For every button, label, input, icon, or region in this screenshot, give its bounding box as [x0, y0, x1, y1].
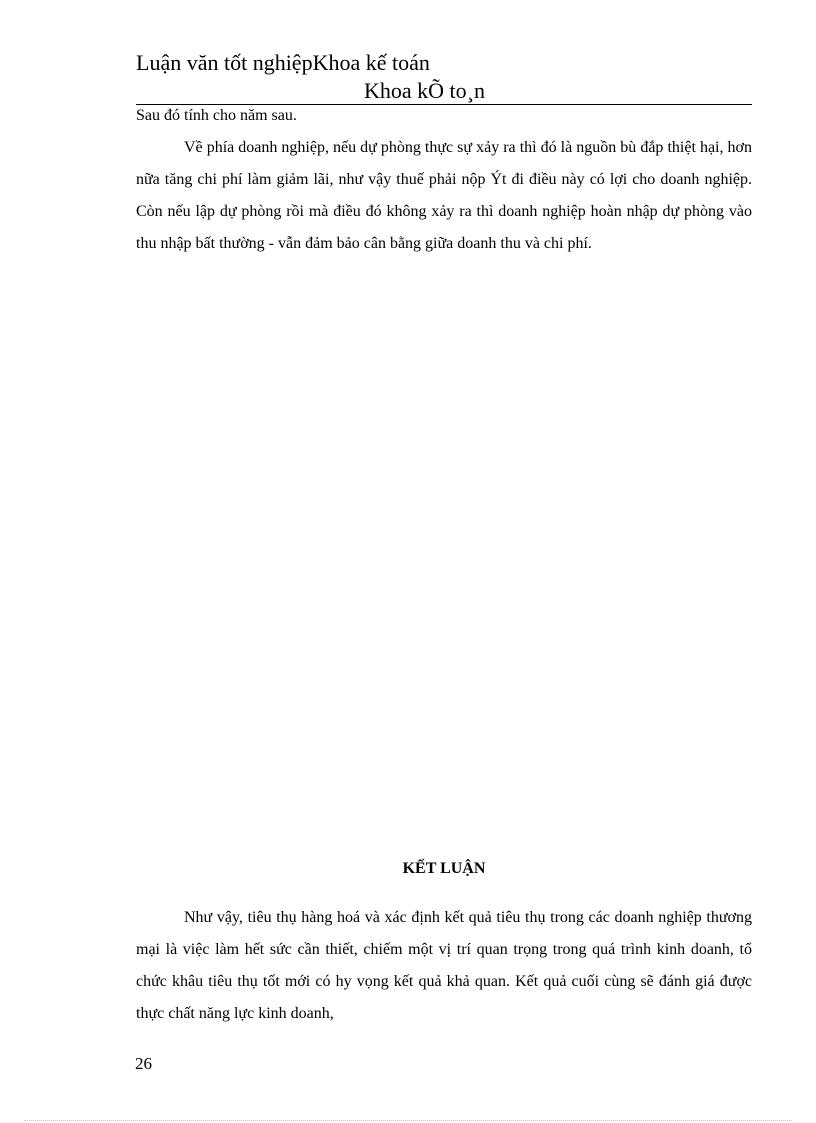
body-section [136, 100, 752, 260]
page-number: 26 [135, 1054, 152, 1073]
paragraph-next-year: Sau đó tính cho năm sau. [136, 107, 297, 124]
paragraph-provision-effect: Về phía doanh nghiệp, nếu dự phòng thực sự xảy ra thì đó là nguồn bù đắp thiệt hại, hơn nữa tăng chi phí làm giảm lãi, như vậy thuế phải nộp Ýt đi điều này có lợi cho doanh nghiệp. Còn nếu lập dự phòng rồi mà điều đó không xảy ra thì doanh nghiệp hoàn nhập dự phòng vào thu nhập bất thường - vẫn đảm bảo cân bằng giữa doanh thu và chi phí. [136, 139, 752, 252]
conclusion-heading: KẾT LUẬN [402, 860, 486, 877]
conclusion-section [136, 902, 752, 1030]
running-header-subtitle: Khoa kÕ to¸n [364, 78, 485, 103]
page-bottom-dotted-divider [24, 1120, 792, 1121]
paragraph-conclusion: Như vậy, tiêu thụ hàng hoá và xác định kết quả tiêu thụ trong các doanh nghiệp thương mại là việc làm hết sức cần thiết, chiếm một vị trí quan trọng trong quá trình kinh doanh, tổ chức khâu tiêu thụ tốt mới có hy vọng kết quả khả quan. Kết quả cuối cùng sẽ đánh giá được thực chất năng lực kinh doanh, [136, 909, 752, 1022]
running-header-title: Luận văn tốt nghiệpKhoa kế toán [136, 50, 430, 75]
